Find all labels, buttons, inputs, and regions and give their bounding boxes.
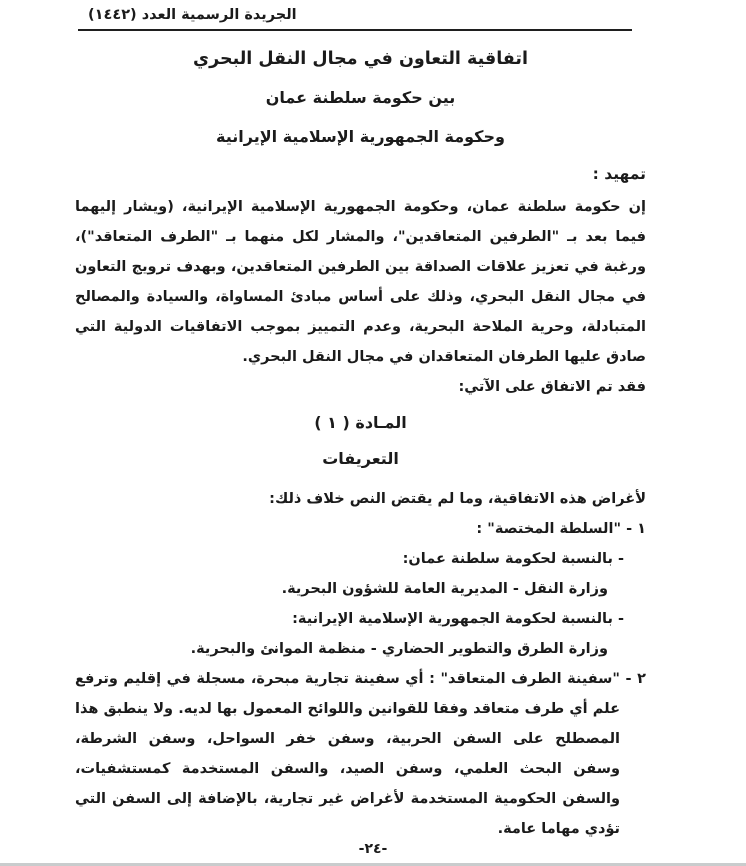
preamble-paragraph: إن حكومة سلطنة عمان، وحكومة الجمهورية الإسلامية الإيرانية، (ويشار إليهما فيما بعد بـ "الطرفين المتعاقدين"، والمشار لكل منهما بـ "الطرف المتعاقد")، ورغبة في تعزيز علاقات الصداقة بين الطرفين المتعاقدين، وبهدف ترويج التعاون في مجال النقل البحري، وذلك على أساس مبادئ المساواة، والسيادة والمصالح المتبادلة، وحرية الملاحة البحرية، وعدم التمييز بموجب الاتفاقيات الدولية التي صادق عليها الطرفان المتعاقدان في مجال النقل البحري. [75, 199, 646, 365]
agreement-clause-line: فقد تم الاتفاق على الآتي: [458, 379, 646, 395]
preamble-heading: تمهيد : [592, 165, 646, 183]
definition-1-iran-label: - بالنسبة لحكومة الجمهورية الإسلامية الإيرانية: [292, 611, 624, 627]
party-line-iran: وحكومة الجمهورية الإسلامية الإيرانية [216, 127, 505, 146]
definitions-intro: لأغراض هذه الاتفاقية، وما لم يقتض النص خلاف ذلك: [269, 491, 646, 507]
article-1-subheading: التعريفات [322, 449, 399, 468]
definition-1-oman-value: وزارة النقل - المديرية العامة للشؤون البحرية. [281, 581, 608, 597]
party-line-oman: بين حكومة سلطنة عمان [265, 88, 456, 107]
definition-2-paragraph: ٢ - "سفينة الطرف المتعاقد" : أي سفينة تجارية مبحرة، مسجلة في إقليم وترفع علم أي طرف متعاقد وفقا للقوانين واللوائح المعمول بها لديه. ولا ينطبق هذا المصطلح على السفن الحربية، وسفن خفر السواحل، وسفن الشرطة، وسفن البحث العلمي، وسفن الصيد، والسفن المستخدمة كمستشفيات، والسفن الحكومية المستخدمة لأغراض غير تجارية، بالإضافة إلى السفن التي تؤدي مهاما عامة. [75, 671, 646, 837]
article-1-heading: المـادة ( ١ ) [314, 413, 407, 432]
page-number: -٢٤- [358, 841, 388, 857]
gazette-issue-header: الجريدة الرسمية العدد (١٤٤٢) [88, 7, 297, 23]
definition-1-iran-value: وزارة الطرق والتطوير الحضاري - منظمة الموانئ والبحرية. [190, 641, 608, 657]
definition-1-oman-label: - بالنسبة لحكومة سلطنة عمان: [402, 551, 624, 567]
document-body [75, 40, 646, 844]
definition-1-label: ١ - "السلطة المختصة" : [476, 521, 646, 537]
document-title: اتفاقية التعاون في مجال النقل البحري [193, 49, 528, 69]
header-divider [78, 29, 632, 31]
